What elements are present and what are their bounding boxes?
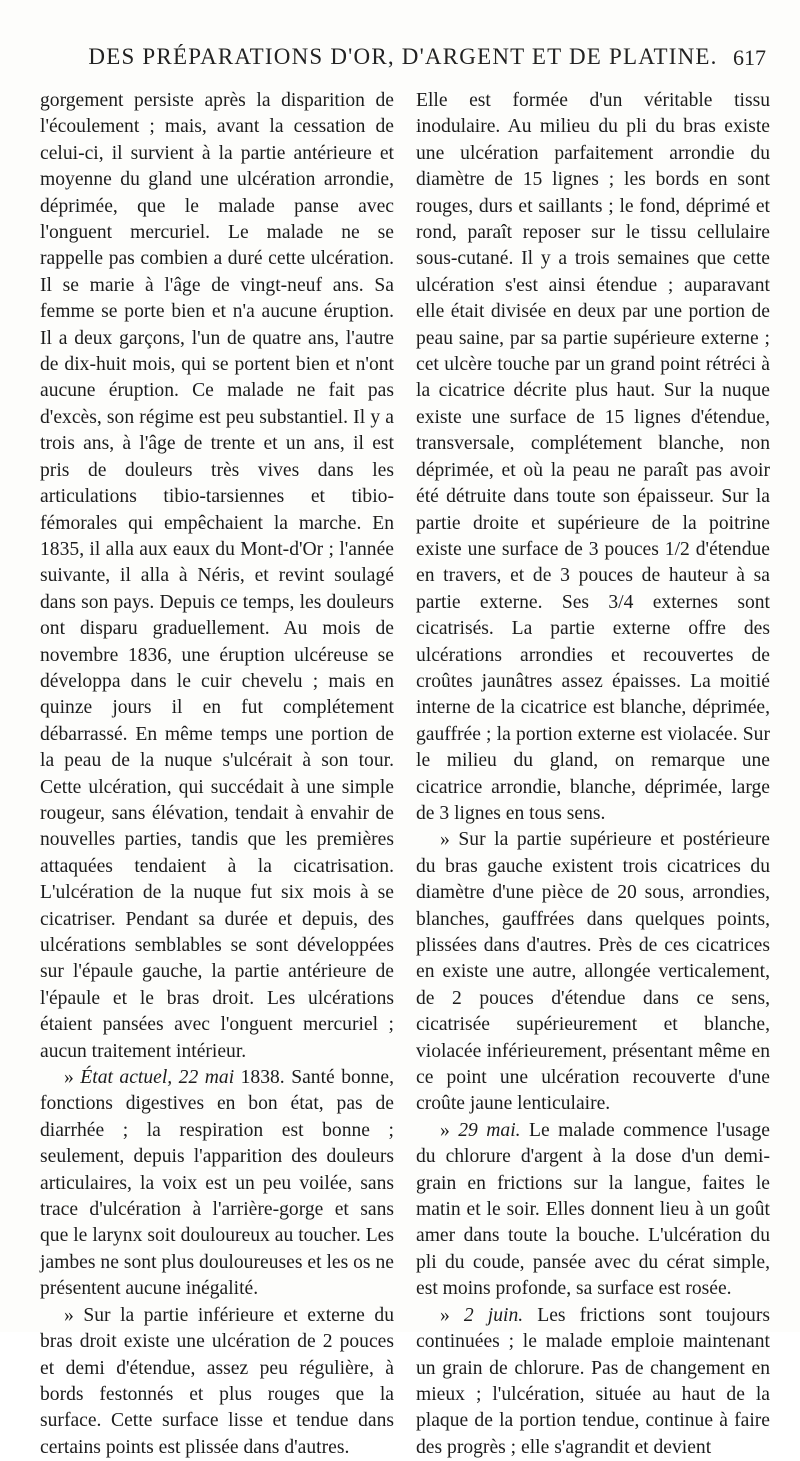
date-heading: 2 juin.: [463, 1304, 524, 1326]
quote-mark: »: [64, 1067, 81, 1089]
left-column: [40, 88, 394, 1461]
date-heading: 29 mai.: [458, 1119, 521, 1141]
paragraph: Elle est formée d'un véritable tissu inodulaire. Au milieu du pli du bras existe une ulcération parfaitement arrondie du diamètre de 15 lignes ; les bords en sont rouges, durs et saillants ; le fond, déprimé et rond, paraît reposer sur le tissu cellulaire sous-cutané. Il y a trois semaines que cette ulcération s'est ainsi étendue ; auparavant elle était divisée en deux par une portion de peau saine, par sa partie supérieure externe ; cet ulcère touche par un grand point rétréci à la cicatrice décrite plus haut. Sur la nuque existe une surface de 15 lignes d'étendue, transversale, complétement blanche, non déprimée, et où la peau ne paraît pas avoir été détruite dans toute son épaisseur. Sur la partie droite et supérieure de la poitrine existe une surface de 3 pouces 1/2 d'étendue en travers, et de 3 pouces de hauteur à sa partie externe. Ses 3/4 externes sont cicatrisés. La partie externe offre des ulcérations arrondies et recouvertes de croûtes jaunâtres assez épaisses. La moitié interne de la cicatrice est blanche, déprimée, gauffrée ; la portion externe est violacée. Sur le milieu du gland, on remarque une cicatrice arrondie, blanche, déprimée, large de 3 lignes en tous sens.: [416, 90, 770, 824]
paragraph: [416, 1303, 770, 1461]
quote-mark: »: [440, 1119, 459, 1141]
paragraph: [416, 1118, 770, 1303]
paragraph-text: Les frictions sont toujours continuées ; le malade emploie maintenant un grain de chlorure. Pas de changement en mieux ; l'ulcération, située au haut de la plaque de la portion tendue, continue à faire des progrès ; elle s'agrandit et devient: [416, 1304, 770, 1458]
paragraph: gorgement persiste après la disparition de l'écoulement ; mais, avant la cessation de celui-ci, il survient à la partie antérieure et moyenne du gland une ulcération arrondie, déprimée, que le malade panse avec l'onguent mercuriel. Le malade ne se rappelle pas combien a duré cette ulcération. Il se marie à l'âge de vingt-neuf ans. Sa femme se porte bien et n'a aucune éruption. Il a deux garçons, l'un de quatre ans, l'autre de dix-huit mois, qui se portent bien et n'ont aucune éruption. Ce malade ne fait pas d'excès, son régime est peu substantiel. Il y a trois ans, à l'âge de trente et un ans, il est pris de douleurs très vives dans les articulations tibio-tarsiennes et tibio-fémorales qui empêchaient la marche. En 1835, il alla aux eaux du Mont-d'Or ; l'année suivante, il alla à Néris, et revint soulagé dans son pays. Depuis ce temps, les douleurs ont disparu graduellement. Au mois de novembre 1836, une éruption ulcéreuse se développa dans le cuir chevelu ; mais en quinze jours il en fut complétement débarrassé. En même temps une portion de la peau de la nuque s'ulcérait à son tour. Cette ulcération, qui succédait à une simple rougeur, sans élévation, tendait à envahir de nouvelles parties, tandis que les premières attaquées tendaient à la cicatrisation. L'ulcération de la nuque fut six mois à se cicatriser. Pendant sa durée et depuis, des ulcérations semblables se sont développées sur l'épaule gauche, la partie antérieure de l'épaule et le bras droit. Les ulcérations étaient pansées avec l'onguent mercuriel ; aucun traitement intérieur.: [40, 90, 394, 1062]
paragraph: » Sur la partie inférieure et externe du bras droit existe une ulcération de 2 pouces et demi d'étendue, assez peu régulière, à bords festonnés et plus rouges que la surface. Cette surface lisse et tendue dans certains points est plissée dans d'autres.: [40, 1304, 394, 1458]
quote-mark: »: [440, 1304, 464, 1326]
right-column: [416, 88, 770, 1461]
paragraph-text: 1838. Santé bonne, fonctions digestives en bon état, pas de diarrhée ; la respiration est bonne ; seulement, depuis l'apparition des douleurs articulaires, la voix est un peu voilée, sans trace d'ulcération à l'arrière-gorge et sans que le larynx soit douloureux au toucher. Les jambes ne sont plus douloureuses et les os ne présentent aucune inégalité.: [40, 1067, 394, 1300]
paragraph: » Sur la partie supérieure et postérieure du bras gauche existent trois cicatrices du diamètre d'une pièce de 20 sous, arrondies, blanches, gauffrées dans quelques points, plissées dans d'autres. Près de ces cicatrices en existe une autre, allongée verticalement, de 2 pouces d'étendue dans ce sens, cicatrisée supérieurement et blanche, violacée inférieurement, présentant même en ce point une ulcération recouverte d'une croûte jaune lenticulaire.: [416, 829, 770, 1115]
page-number: 617: [733, 45, 766, 70]
running-title: DES PRÉPARATIONS D'OR, D'ARGENT ET DE PLATINE.: [88, 44, 718, 69]
paragraph-text: Le malade commence l'usage du chlorure d'argent à la dose d'un demi-grain en frictions sur la langue, faites le matin et le soir. Elles donnent lieu à un goût amer dans toute la bouche. L'ulcération du pli du coude, pansée avec du cérat simple, est moins profonde, sa surface est rosée.: [416, 1119, 770, 1300]
paragraph: [40, 1065, 394, 1303]
date-heading: État actuel, 22 mai: [80, 1067, 235, 1089]
running-head: [40, 44, 766, 84]
